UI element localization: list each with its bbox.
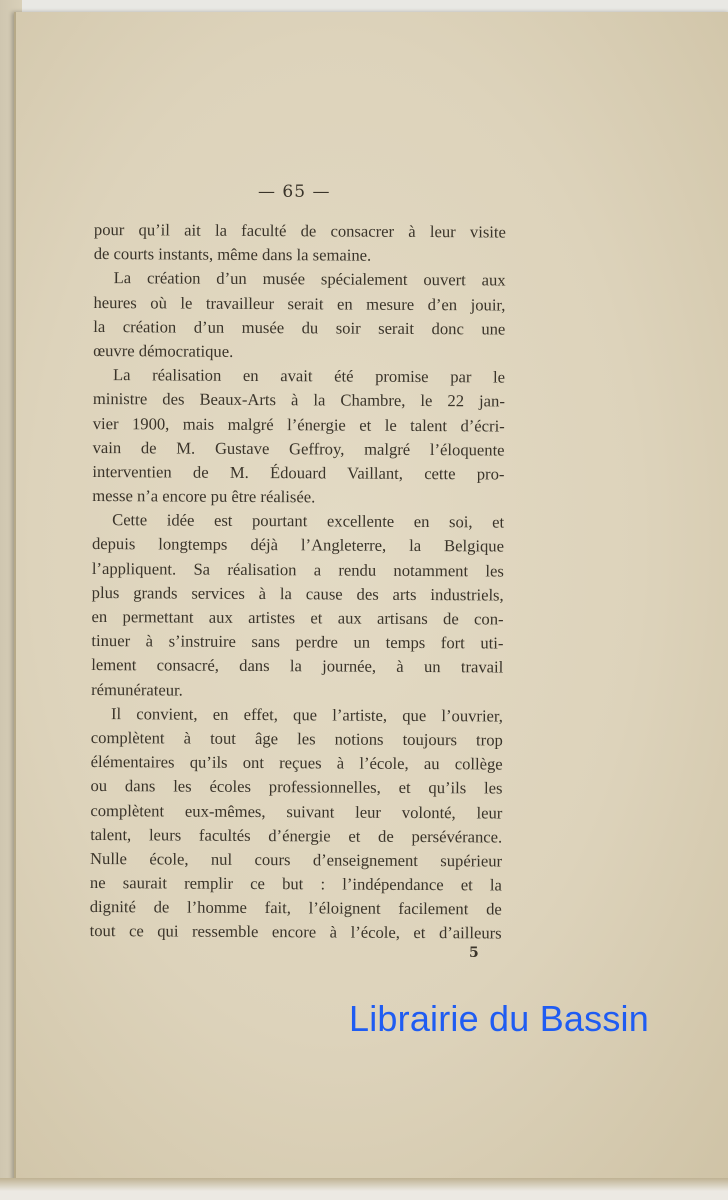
text-line: plus grands services à la cause des arts industriels, bbox=[91, 582, 504, 605]
body-text bbox=[90, 218, 506, 946]
text-line: ou dans les écoles professionnelles, et qu’ils les bbox=[90, 776, 503, 798]
text-line: Cette idée est pourtant excellente en soi, et bbox=[112, 510, 505, 532]
page-bottom-edge bbox=[0, 1178, 728, 1200]
text-line: Il convient, en effet, que l’artiste, que l’ouvrier, bbox=[110, 703, 504, 726]
text-line: heures où le travailleur serait en mesure d’en jouir, bbox=[93, 292, 506, 315]
text-line: dignité de l’homme fait, l’éloignent facilement de bbox=[89, 897, 502, 919]
text-line: tinuer à s’instruire sans perdre un temps fort uti- bbox=[91, 631, 504, 653]
watermark: Librairie du Bassin bbox=[349, 998, 649, 1039]
signature-mark: 5 bbox=[469, 945, 479, 961]
text-line: en permettant aux artistes et aux artisans de con- bbox=[91, 606, 504, 629]
text-line: vain de M. Gustave Geffroy, malgré l’éloquente bbox=[92, 437, 505, 460]
text-line: de courts instants, même dans la semaine. bbox=[93, 244, 372, 265]
text-line: la création d’un musée du soir serait donc une bbox=[93, 316, 506, 339]
text-line: lement consacré, dans la journée, à un travail bbox=[91, 655, 504, 677]
text-line: vier 1900, mais malgré l’énergie et le talent d’écri- bbox=[92, 413, 505, 436]
text-line: œuvre démocratique. bbox=[93, 340, 234, 361]
text-line: depuis longtemps déjà l’Angleterre, la Belgique bbox=[91, 534, 505, 556]
text-line: élémentaires qu’ils ont reçues à l’école, au collège bbox=[90, 752, 503, 774]
text-line: La création d’un musée spécialement ouvert aux bbox=[113, 268, 506, 290]
page-number: — 65 — bbox=[258, 182, 331, 202]
text-line: pour qu’il ait la faculté de consacrer à leur visite bbox=[93, 219, 506, 242]
text-line: talent, leurs facultés d’énergie et de persévérance. bbox=[90, 824, 503, 847]
text-line: ministre des Beaux-Arts à la Chambre, le 22 jan- bbox=[92, 389, 505, 411]
text-line: complètent à tout âge les notions toujours trop bbox=[90, 727, 503, 750]
text-line: ne saurait remplir ce but : l’indépendance et la bbox=[89, 873, 502, 895]
text-line: La réalisation en avait été promise par le bbox=[112, 365, 506, 387]
text-line: l’appliquent. Sa réalisation a rendu notamment les bbox=[91, 558, 504, 581]
text-line: Nulle école, nul cours d’enseignement supérieur bbox=[90, 848, 503, 871]
text-line: messe n’a encore pu être réalisée. bbox=[92, 486, 316, 507]
text-line: tout ce qui ressemble encore à l’école, et d’ailleurs bbox=[89, 921, 502, 943]
text-line: interventien de M. Édouard Vaillant, cette pro- bbox=[92, 461, 505, 484]
text-line: rémunérateur. bbox=[91, 679, 183, 700]
text-line: complètent eux-mêmes, suivant leur volonté, leur bbox=[90, 800, 503, 823]
